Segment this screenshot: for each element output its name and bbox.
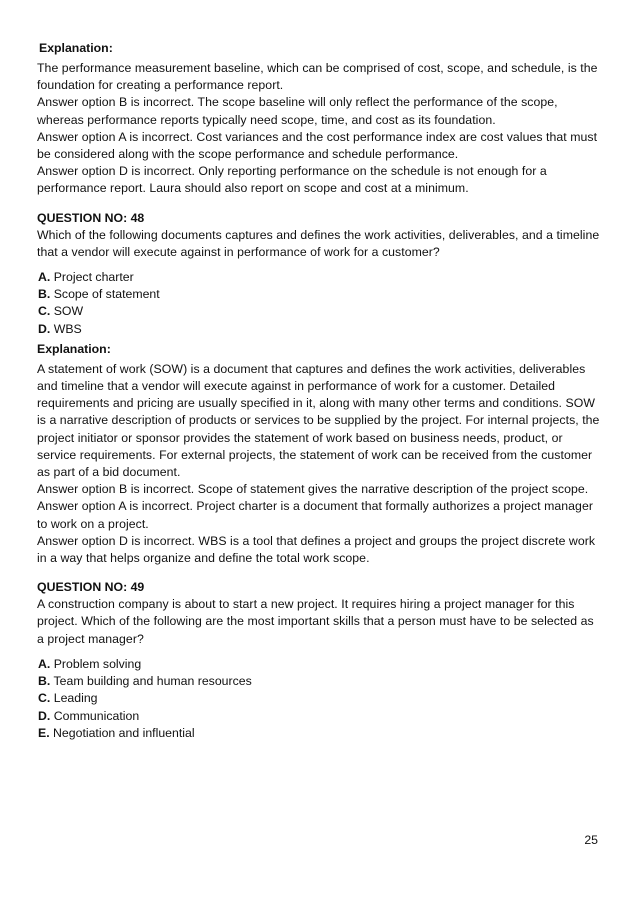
option-letter: A. xyxy=(38,270,51,285)
q48-explanation-paragraph: A statement of work (SOW) is a document that captures and defines the work activities, deliverables and timeline that a vendor will execute against in performance of work for a customer. Detailed requirements and pricing are usually specified in it, along with many other terms and conditions. SOW is a narrative description of products or services to be supplied by the project. For internal projects, the project initiator or sponsor provides the statement of work based on business needs, product, or service requirements. For external projects, the statement of work can be received from the customer as part of a bid document. xyxy=(37,361,600,480)
option-letter: B. xyxy=(38,287,51,302)
q48-option-b xyxy=(38,286,603,303)
q49-option-e xyxy=(38,725,603,742)
option-text: Team building and human resources xyxy=(50,674,252,689)
option-text: SOW xyxy=(50,304,84,319)
q48-option-c xyxy=(38,303,603,320)
q47-explanation-paragraph: Answer option D is incorrect. Only reporting performance on the schedule is not enough for a performance report. Laura should also report on scope and cost at a minimum. xyxy=(37,164,547,196)
option-text: Leading xyxy=(50,691,98,706)
option-letter: C. xyxy=(38,304,51,319)
option-letter: A. xyxy=(38,656,51,671)
q48-question-text: Which of the following documents captures and defines the work activities, deliverables, and a timeline that a vendor will execute against in performance of work for a customer? xyxy=(37,227,600,259)
option-text: Problem solving xyxy=(50,656,142,671)
document-page xyxy=(37,40,603,742)
option-letter: D. xyxy=(38,321,51,336)
q49-option-a xyxy=(38,656,603,673)
q48-option-a xyxy=(38,269,603,286)
q49-option-c xyxy=(38,690,603,707)
q48-explanation-paragraph: Answer option A is incorrect. Project charter is a document that formally authorizes a project manager to work on a project. xyxy=(37,499,593,531)
q47-explanation-paragraph: Answer option B is incorrect. The scope baseline will only reflect the performance of the scope, whereas performance reports typically need scope, time, and cost as its foundation. xyxy=(37,95,558,127)
option-text: Negotiation and influential xyxy=(49,725,195,740)
option-letter: C. xyxy=(38,691,51,706)
q48-explanation-paragraph: Answer option B is incorrect. Scope of statement gives the narrative description of the project scope. xyxy=(37,482,589,497)
q49-question-text: A construction company is about to start a new project. It requires hiring a project manager for this project. Which of the following are the most important skills that a person must have to be selected as a project manager? xyxy=(37,597,594,646)
q49-options-list xyxy=(37,656,603,742)
q48-explanation-heading: Explanation: xyxy=(37,341,111,356)
option-letter: D. xyxy=(38,708,51,723)
option-letter: B. xyxy=(38,674,51,689)
q47-explanation-paragraph: Answer option A is incorrect. Cost variances and the cost performance index are cost values that must be considered along with the scope performance and schedule performance. xyxy=(37,129,598,162)
q49-option-b xyxy=(38,673,603,690)
option-text: Communication xyxy=(50,708,140,723)
q48-options-list xyxy=(37,269,603,338)
q47-explanation-heading: Explanation: xyxy=(39,41,113,55)
option-text: WBS xyxy=(50,321,82,336)
q49-option-d xyxy=(38,708,603,725)
q47-explanation-paragraph: The performance measurement baseline, which can be comprised of cost, scope, and schedule, is the foundation for creating a performance report. xyxy=(37,61,598,93)
q48-heading: QUESTION NO: 48 xyxy=(37,210,145,225)
option-letter: E. xyxy=(38,725,50,740)
page-number: 25 xyxy=(584,833,598,847)
option-text: Project charter xyxy=(50,270,134,285)
q48-explanation-paragraph: Answer option D is incorrect. WBS is a tool that defines a project and groups the project discrete work in a way that helps organize and define the total work scope. xyxy=(37,533,596,566)
option-text: Scope of statement xyxy=(50,287,160,302)
q48-option-d xyxy=(38,321,603,338)
q49-heading: QUESTION NO: 49 xyxy=(37,580,145,595)
